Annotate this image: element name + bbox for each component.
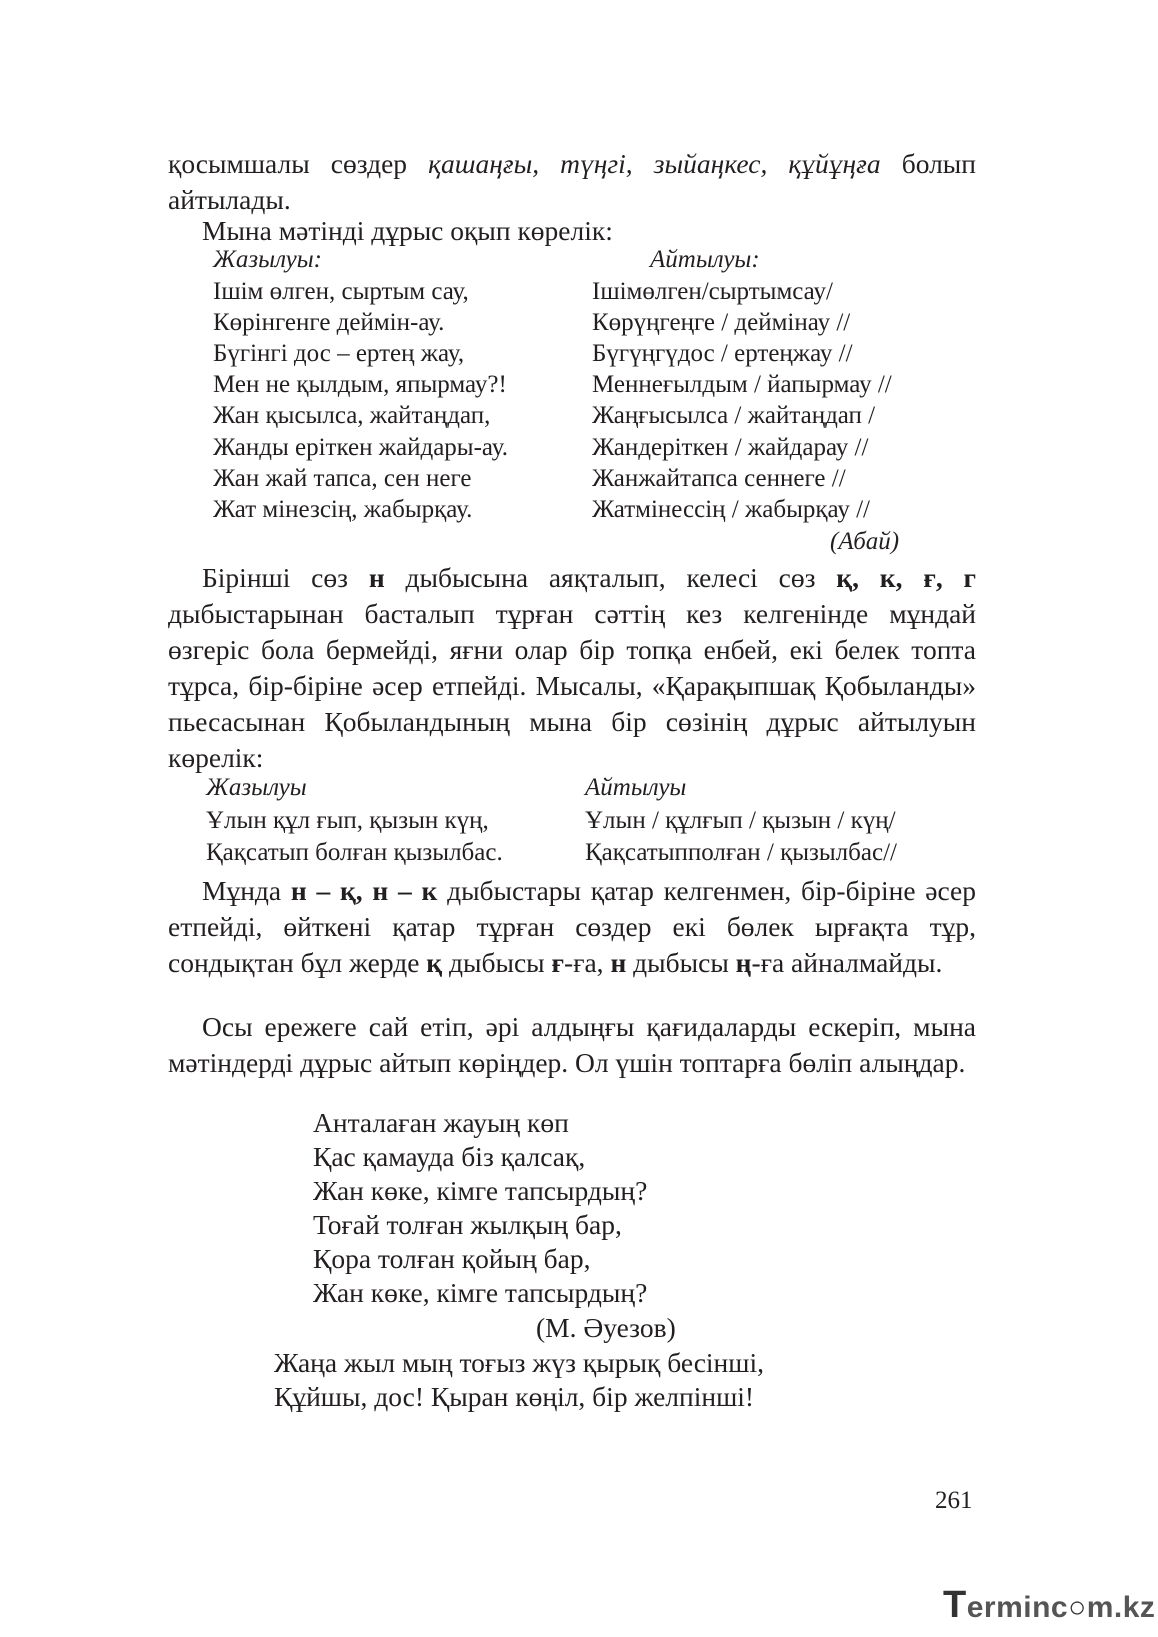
- logo-circle-icon: ○: [1068, 1591, 1087, 1624]
- table1-written-7: Жан жай тапса, сен неге: [213, 465, 472, 492]
- lead-sentence-1: Мына мәтінді дұрыс оқып көрелік:: [202, 215, 613, 246]
- logo-text-1: erminc: [966, 1591, 1069, 1624]
- poem1-line-3: Жан көке, кімге тапсырдың?: [313, 1175, 648, 1206]
- table2-spoken-1: Ұлын / құлғып / қызын / күң/: [585, 807, 896, 834]
- poem1-line-6: Жан көке, кімге тапсырдың?: [313, 1277, 648, 1308]
- logo-letter-t: T: [943, 1584, 967, 1626]
- para3-text-3: дыбысы: [442, 947, 552, 978]
- poem1-line-1: Анталаған жауың көп: [313, 1107, 569, 1138]
- table1-spoken-6: Жандеріткен / жайдарау //: [592, 434, 869, 461]
- table1-written-4: Мен не қылдым, япырмау?!: [213, 371, 507, 398]
- para2-text-3: дыбыстарынан басталып тұрған сәттің кез келгенінде мұндай өзгеріс бола бермейді, яғни олар бір топқа енбей, екі белек топта тұрса, бір-біріне әсер етпейді. Мысалы, «Қарақыпшақ Қобыланды» пьесасынан Қобыландының мына бір сөзінің дұрыс айтылуын көрелік:: [168, 598, 976, 773]
- para3-bold-4: н: [610, 947, 627, 978]
- table1-spoken-5: Жаңғысылса / жайтаңдап /: [592, 402, 876, 429]
- table1-spoken-2: Көрүңгеңге / деймінау //: [592, 309, 851, 336]
- table2-header-spoken: Айтылуы: [585, 774, 687, 801]
- poem1-line-5: Қора толған қойың бар,: [313, 1243, 591, 1274]
- para3-bold-3: ғ: [551, 947, 565, 978]
- para2-text-1: Бірінші сөз: [202, 562, 369, 593]
- para2-bold-1: н: [368, 562, 385, 593]
- table1-written-1: Ішім өлген, сыртым сау,: [213, 278, 469, 305]
- poem2-line-1: Жаңа жыл мың тоғыз жүз қырық бесінші,: [274, 1347, 764, 1378]
- terminkom-logo: [943, 1584, 1155, 1627]
- para3-bold-1: н – қ, н – к: [290, 875, 438, 906]
- intro-paragraph: [168, 146, 976, 218]
- table1-spoken-8: Жатмінессің / жабырқау //: [592, 496, 870, 523]
- table1-header-spoken: Айтылуы:: [650, 246, 760, 273]
- para3-text-2: дыбыстары қатар келгенмен, бір-біріне әсер етпейді, өйткені қатар тұрған сөздер екі бөлек ырғақта тұр, сондықтан бұл жерде: [168, 875, 976, 978]
- poem1-line-2: Қас қамауда біз қалсақ,: [313, 1141, 586, 1172]
- para3-bold-2: қ: [426, 947, 443, 978]
- paragraph-2: [168, 560, 976, 776]
- para3-text-4: -ға,: [564, 947, 611, 978]
- intro-prefix: қосымшалы сөздер: [168, 148, 429, 179]
- table2-written-1: Ұлын құл ғып, қызын күң,: [206, 807, 489, 834]
- intro-suffix: болып айтылады.: [168, 148, 977, 215]
- para3-text-1: Мұнда: [202, 875, 291, 906]
- table1-source: (Абай): [830, 528, 900, 555]
- table1-spoken-7: Жанжайтапса сеннеге //: [592, 465, 846, 492]
- table1-written-8: Жат мінезсің, жабырқау.: [213, 496, 473, 523]
- table1-written-6: Жанды еріткен жайдары-ау.: [213, 434, 508, 461]
- para3-bold-5: ң: [735, 947, 752, 978]
- paragraph-4: Осы ережеге сай етіп, әрі алдыңғы қағидаларды ескеріп, мына мәтіндерді дұрыс айтып көріңдер. Ол үшін топтарға бөліп алыңдар.: [168, 1011, 976, 1078]
- paragraph-3: [168, 873, 976, 981]
- table2-written-2: Қақсатып болған қызылбас.: [206, 839, 503, 866]
- poem1-line-4: Тоғай толған жылқың бар,: [313, 1209, 622, 1240]
- table1-written-3: Бүгінгі дос – ертең жау,: [213, 340, 465, 367]
- table2-header-written: Жазылуы: [206, 774, 307, 801]
- table1-spoken-1: Ішімөлген/сыртымсау/: [592, 278, 833, 305]
- poem2-line-2: Құйшы, дос! Қыран көңіл, бір желпінші!: [274, 1381, 755, 1412]
- table1-spoken-4: Меннеғылдым / йапырмау //: [592, 371, 892, 398]
- para2-text-2: дыбысына аяқталып, келесі сөз: [384, 562, 837, 593]
- page-number: 261: [935, 1487, 973, 1514]
- table1-header-written: Жазылуы:: [213, 246, 323, 273]
- intro-italic-words: қашаңғы, түңгі, зыйаңкес, құйұңға: [428, 148, 881, 179]
- table1-written-2: Көрінгенге деймін-ау.: [213, 309, 445, 336]
- table2-spoken-2: Қақсатыпполған / қызылбас//: [585, 839, 897, 866]
- table1-spoken-3: Бүгүңгүдос / ертеңжау //: [592, 340, 853, 367]
- para2-bold-2: қ, к, ғ, г: [836, 562, 976, 593]
- para3-text-6: -ға айналмайды.: [751, 947, 943, 978]
- logo-text-2: m.kz: [1086, 1591, 1156, 1624]
- para3-text-5: дыбысы: [626, 947, 736, 978]
- table1-written-5: Жан қысылса, жайтаңдап,: [213, 402, 491, 429]
- poem1-source: (М. Әуезов): [536, 1312, 676, 1343]
